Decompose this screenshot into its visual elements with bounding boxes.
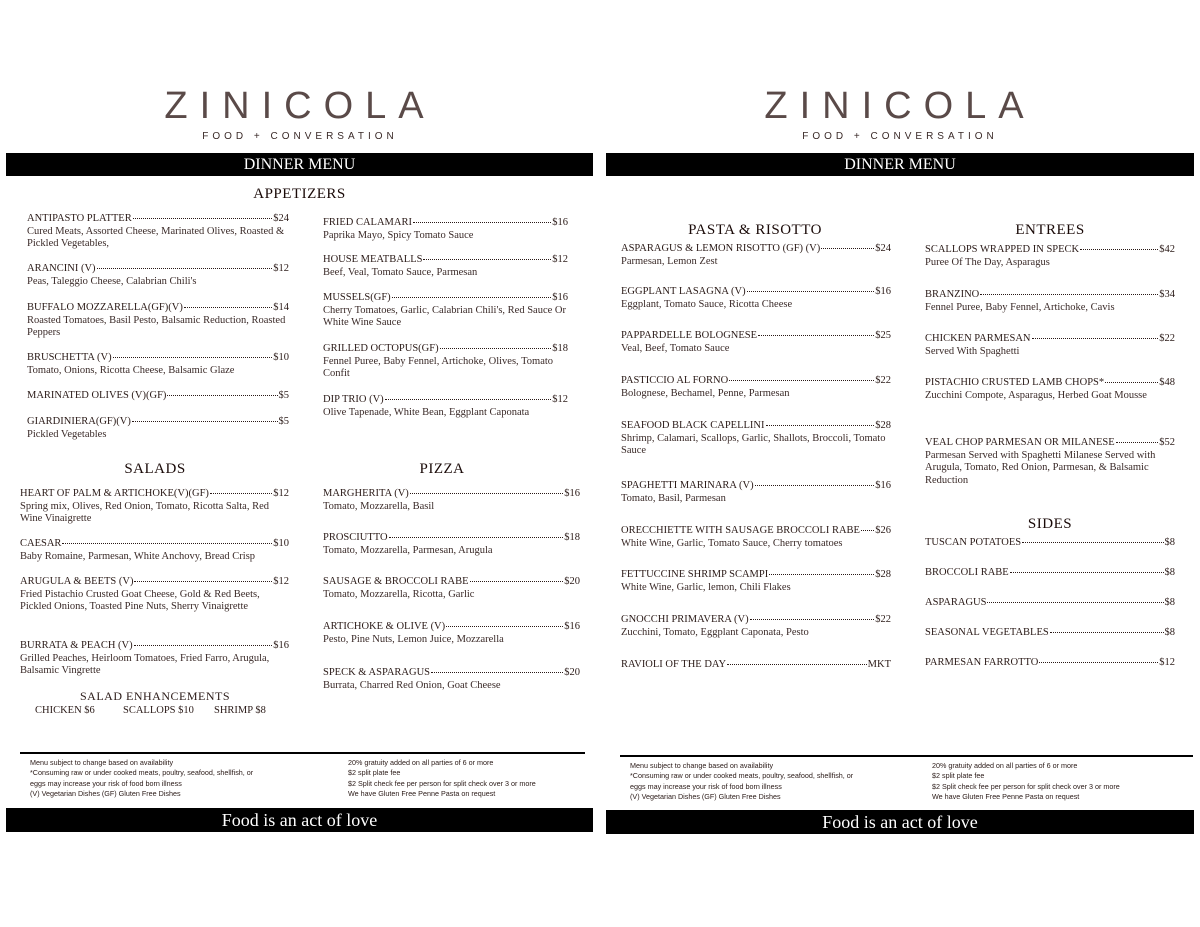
menu-item bbox=[925, 657, 1175, 670]
dot-leader bbox=[1022, 542, 1163, 543]
salad-enhancements-title: SALAD ENHANCEMENTS bbox=[80, 689, 230, 703]
menu-item-description: Beef, Veal, Tomato Sauce, Parmesan bbox=[323, 266, 478, 278]
note-line: $2 split plate fee bbox=[932, 771, 985, 781]
section-title-pasta-risotto: PASTA & RISOTTO bbox=[688, 222, 822, 238]
menu-item-name: EGGPLANT LASAGNA (V) bbox=[621, 286, 746, 297]
menu-item-description: Zucchini Compote, Asparagus, Herbed Goat Mousse bbox=[925, 389, 1147, 401]
dot-leader bbox=[1032, 338, 1159, 339]
notes-left bbox=[30, 758, 253, 800]
menu-item bbox=[621, 480, 891, 505]
menu-item-price: $28 bbox=[875, 569, 891, 580]
menu-item-price: $12 bbox=[552, 254, 568, 265]
menu-item-header bbox=[925, 597, 1175, 610]
menu-item-name: HEART OF PALM & ARTICHOKE(V)(GF) bbox=[20, 488, 209, 499]
menu-item-name: SEASONAL VEGETABLES bbox=[925, 627, 1049, 638]
menu-item bbox=[323, 254, 568, 279]
menu-item-price: $12 bbox=[273, 488, 289, 499]
notes-left bbox=[630, 761, 853, 803]
menu-item-description: Shrimp, Calamari, Scallops, Garlic, Shallots, Broccoli, Tomato Sauce bbox=[621, 432, 886, 456]
menu-item-header bbox=[20, 640, 289, 653]
menu-item-price: $42 bbox=[1159, 244, 1175, 255]
menu-item-header bbox=[27, 416, 289, 429]
dot-leader bbox=[766, 425, 875, 426]
menu-item bbox=[27, 213, 289, 251]
menu-item-price: $16 bbox=[552, 292, 568, 303]
menu-item-name: PROSCIUTTO bbox=[323, 532, 388, 543]
menu-item bbox=[621, 525, 891, 550]
enhancement-chicken: CHICKEN $6 bbox=[35, 705, 95, 716]
menu-item-name: MARINATED OLIVES (V)(GF) bbox=[27, 390, 167, 401]
menu-item-header bbox=[925, 537, 1175, 550]
menu-item bbox=[621, 659, 891, 672]
menu-item-name: SCALLOPS WRAPPED IN SPECK bbox=[925, 244, 1080, 255]
menu-item-price: $16 bbox=[273, 640, 289, 651]
menu-item bbox=[323, 292, 568, 330]
dot-leader bbox=[758, 335, 874, 336]
menu-title-bar: DINNER MENU bbox=[6, 153, 593, 176]
menu-item bbox=[621, 243, 891, 268]
menu-item-description: Fennel Puree, Baby Fennel, Artichoke, Cavis bbox=[925, 301, 1115, 313]
menu-item-price: $5 bbox=[278, 416, 289, 427]
menu-item-description: Tomato, Mozzarella, Ricotta, Garlic bbox=[323, 588, 475, 600]
note-line: eggs may increase your risk of food born illness bbox=[630, 781, 782, 791]
menu-item bbox=[27, 263, 289, 288]
menu-item-name: ARUGULA & BEETS (V) bbox=[20, 576, 134, 587]
menu-item-description: Tomato, Basil, Parmesan bbox=[621, 492, 726, 504]
menu-item-price: $16 bbox=[875, 480, 891, 491]
dot-leader bbox=[1080, 249, 1158, 250]
dot-leader bbox=[431, 672, 563, 673]
menu-item-name: MUSSELS(GF) bbox=[323, 292, 391, 303]
menu-item-description: Fennel Puree, Baby Fennel, Artichoke, Olives, Tomato Confit bbox=[323, 355, 554, 379]
dot-leader bbox=[987, 602, 1163, 603]
menu-item-price: $20 bbox=[564, 576, 580, 587]
dot-leader bbox=[392, 297, 552, 298]
menu-item-header bbox=[925, 627, 1175, 640]
menu-item-header bbox=[323, 292, 568, 305]
menu-item bbox=[323, 217, 568, 242]
menu-item bbox=[323, 576, 580, 601]
dot-leader bbox=[167, 395, 277, 396]
dot-leader bbox=[134, 581, 272, 582]
menu-item-description: Parmesan, Lemon Zest bbox=[621, 255, 718, 267]
dot-leader bbox=[132, 421, 278, 422]
menu-item-name: ORECCHIETTE WITH SAUSAGE BROCCOLI RABE bbox=[621, 525, 860, 536]
menu-item-header bbox=[27, 263, 289, 276]
menu-item bbox=[20, 576, 289, 614]
menu-item-name: FETTUCCINE SHRIMP SCAMPI bbox=[621, 569, 769, 580]
menu-item-header bbox=[621, 569, 891, 582]
menu-item-header bbox=[323, 217, 568, 230]
menu-item-name: BURRATA & PEACH (V) bbox=[20, 640, 133, 651]
note-line: (V) Vegetarian Dishes (GF) Gluten Free Dishes bbox=[630, 792, 781, 802]
dot-leader bbox=[440, 348, 552, 349]
menu-item-name: ARTICHOKE & OLIVE (V) bbox=[323, 621, 446, 632]
menu-item-description: Parmesan Served with Spaghetti Milanese Served with Arugula, Tomato, Red Onion, Parmesan, & Balsamic Reduction bbox=[925, 449, 1156, 486]
menu-item bbox=[925, 597, 1175, 610]
dot-leader bbox=[1050, 632, 1164, 633]
menu-item-header bbox=[621, 525, 891, 538]
menu-item-description: Zucchini, Tomato, Eggplant Caponata, Pesto bbox=[621, 626, 809, 638]
menu-item-header bbox=[925, 657, 1175, 670]
menu-item-price: $12 bbox=[552, 394, 568, 405]
menu-item-price: $10 bbox=[273, 352, 289, 363]
menu-item-name: PAPPARDELLE BOLOGNESE bbox=[621, 330, 758, 341]
menu-item-name: BROCCOLI RABE bbox=[925, 567, 1009, 578]
menu-item-price: $16 bbox=[564, 621, 580, 632]
note-line: $2 Split check fee per person for split check over 3 or more bbox=[348, 778, 536, 788]
menu-item bbox=[621, 330, 891, 355]
menu-item-price: $16 bbox=[552, 217, 568, 228]
menu-item-name: GRILLED OCTOPUS(GF) bbox=[323, 343, 439, 354]
note-line: We have Gluten Free Penne Pasta on request bbox=[348, 789, 496, 799]
menu-item bbox=[925, 437, 1175, 487]
footer-rule bbox=[620, 755, 1193, 757]
menu-item-header bbox=[621, 420, 891, 433]
menu-item-price: $28 bbox=[875, 420, 891, 431]
dot-leader bbox=[113, 357, 273, 358]
dot-leader bbox=[1010, 572, 1164, 573]
note-line: 20% gratuity added on all parties of 6 or more bbox=[348, 758, 494, 767]
dot-leader bbox=[769, 574, 874, 575]
menu-item-price: $16 bbox=[875, 286, 891, 297]
menu-item-description: White Wine, Garlic, Tomato Sauce, Cherry tomatoes bbox=[621, 537, 843, 549]
menu-item bbox=[621, 569, 891, 594]
menu-item-header bbox=[925, 333, 1175, 346]
menu-item bbox=[323, 667, 580, 692]
menu-item-name: ARANCINI (V) bbox=[27, 263, 96, 274]
dot-leader bbox=[821, 248, 874, 249]
menu-item-header bbox=[621, 375, 891, 388]
section-title-entrees: ENTREES bbox=[1015, 222, 1085, 238]
menu-item-header bbox=[20, 538, 289, 551]
menu-item-header bbox=[323, 254, 568, 267]
menu-item bbox=[925, 537, 1175, 550]
menu-item-description: Cherry Tomatoes, Garlic, Calabrian Chili's, Red Sauce Or White Wine Sauce bbox=[323, 304, 566, 328]
section-title-pizza: PIZZA bbox=[419, 461, 465, 477]
dot-leader bbox=[210, 493, 272, 494]
menu-item-price: $18 bbox=[552, 343, 568, 354]
menu-item-description: Pickled Vegetables bbox=[27, 428, 107, 440]
menu-item-name: BUFFALO MOZZARELLA(GF)(V) bbox=[27, 302, 183, 313]
menu-item bbox=[323, 488, 580, 513]
menu-item-header bbox=[20, 488, 289, 501]
menu-item bbox=[925, 627, 1175, 640]
menu-item-description: White Wine, Garlic, lemon, Chili Flakes bbox=[621, 581, 791, 593]
note-line: *Consuming raw or under cooked meats, poultry, seafood, shellfish, or bbox=[630, 771, 854, 781]
menu-item-name: VEAL CHOP PARMESAN OR MILANESE bbox=[925, 437, 1115, 448]
menu-item-description: Eggplant, Tomato Sauce, Ricotta Cheese bbox=[621, 298, 793, 310]
menu-item bbox=[27, 302, 289, 340]
menu-item-description: Grilled Peaches, Heirloom Tomatoes, Fried Farro, Arugula, Balsamic Vingrette bbox=[20, 652, 270, 676]
menu-item-header bbox=[925, 244, 1175, 257]
menu-item-price: $8 bbox=[1164, 537, 1175, 548]
menu-item bbox=[925, 333, 1175, 358]
menu-item-name: GNOCCHI PRIMAVERA (V) bbox=[621, 614, 749, 625]
menu-item bbox=[925, 567, 1175, 580]
menu-item-header bbox=[27, 352, 289, 365]
dot-leader bbox=[410, 493, 563, 494]
brand-tagline: FOOD + CONVERSATION bbox=[202, 131, 398, 142]
note-line: (V) Vegetarian Dishes (GF) Gluten Free Dishes bbox=[30, 789, 181, 799]
menu-item-header bbox=[27, 213, 289, 226]
dot-leader bbox=[184, 307, 272, 308]
menu-item-name: SAUSAGE & BROCCOLI RABE bbox=[323, 576, 469, 587]
menu-item-description: Baby Romaine, Parmesan, White Anchovy, Bread Crisp bbox=[20, 550, 256, 562]
menu-item-price: $25 bbox=[875, 330, 891, 341]
menu-item bbox=[925, 289, 1175, 314]
menu-item bbox=[20, 640, 289, 678]
menu-item-description: Served With Spaghetti bbox=[925, 345, 1020, 357]
dot-leader bbox=[133, 218, 273, 219]
menu-item-header bbox=[621, 330, 891, 343]
menu-item-name: ANTIPASTO PLATTER bbox=[27, 213, 132, 224]
menu-item-name: SPAGHETTI MARINARA (V) bbox=[621, 480, 754, 491]
menu-item-header bbox=[621, 614, 891, 627]
dot-leader bbox=[729, 380, 874, 381]
menu-item-price: $26 bbox=[875, 525, 891, 536]
menu-item-name: GIARDINIERA(GF)(V) bbox=[27, 416, 131, 427]
menu-item-name: CAESAR bbox=[20, 538, 62, 549]
menu-item-description: Pesto, Pine Nuts, Lemon Juice, Mozzarella bbox=[323, 633, 504, 645]
menu-item-header bbox=[323, 667, 580, 680]
menu-item-description: Roasted Tomatoes, Basil Pesto, Balsamic Reduction, Roasted Peppers bbox=[27, 314, 286, 338]
note-line: $2 Split check fee per person for split check over 3 or more bbox=[932, 781, 1120, 791]
menu-item-name: PARMESAN FARROTTO bbox=[925, 657, 1039, 668]
menu-page-right bbox=[600, 0, 1200, 927]
dot-leader bbox=[470, 581, 564, 582]
menu-item bbox=[323, 394, 568, 419]
menu-item-description: Spring mix, Olives, Red Onion, Tomato, Ricotta Salta, Red Wine Vinaigrette bbox=[20, 500, 270, 524]
menu-item-description: Tomato, Mozzarella, Basil bbox=[323, 500, 435, 512]
menu-item-name: MARGHERITA (V) bbox=[323, 488, 409, 499]
menu-item-header bbox=[621, 286, 891, 299]
menu-item-header bbox=[323, 343, 568, 356]
note-line: $2 split plate fee bbox=[348, 768, 401, 778]
section-title-sides: SIDES bbox=[1027, 516, 1073, 532]
menu-item-price: $24 bbox=[875, 243, 891, 254]
menu-item-price: $22 bbox=[875, 614, 891, 625]
note-line: Menu subject to change based on availability bbox=[30, 758, 174, 767]
menu-item-price: $22 bbox=[875, 375, 891, 386]
menu-item-price: MKT bbox=[867, 659, 891, 670]
menu-item-header bbox=[323, 532, 580, 545]
menu-item-header bbox=[621, 659, 891, 672]
menu-item-name: HOUSE MEATBALLS bbox=[323, 254, 423, 265]
menu-item bbox=[925, 377, 1175, 402]
footer-rule bbox=[20, 752, 585, 754]
enhancement-shrimp: SHRIMP $8 bbox=[214, 705, 266, 716]
menu-item-description: Fried Pistachio Crusted Goat Cheese, Gold & Red Beets, Pickled Onions, Toasted Pine Nuts, Sherry Vinaigrette bbox=[20, 588, 260, 612]
section-title-salads: SALADS bbox=[124, 461, 186, 477]
menu-item-price: $20 bbox=[564, 667, 580, 678]
menu-item-price: $22 bbox=[1159, 333, 1175, 344]
menu-item-price: $16 bbox=[564, 488, 580, 499]
menu-item-name: BRANZINO bbox=[925, 289, 980, 300]
note-line: Menu subject to change based on availability bbox=[630, 761, 774, 770]
menu-item-description: Puree Of The Day, Asparagus bbox=[925, 256, 1050, 268]
brand-logo: ZINICOLA bbox=[764, 85, 1036, 127]
note-line: *Consuming raw or under cooked meats, poultry, seafood, shellfish, or bbox=[30, 768, 254, 778]
menu-item-description: Paprika Mayo, Spicy Tomato Sauce bbox=[323, 229, 474, 241]
menu-item-price: $18 bbox=[564, 532, 580, 543]
menu-item-header bbox=[27, 390, 289, 403]
menu-item-header bbox=[925, 437, 1175, 450]
menu-item-name: DIP TRIO (V) bbox=[323, 394, 384, 405]
menu-item-description: Peas, Taleggio Cheese, Calabrian Chili's bbox=[27, 275, 197, 287]
menu-item-price: $10 bbox=[273, 538, 289, 549]
dot-leader bbox=[446, 626, 563, 627]
menu-item-name: SPECK & ASPARAGUS bbox=[323, 667, 430, 678]
menu-item-header bbox=[27, 302, 289, 315]
brand-tagline: FOOD + CONVERSATION bbox=[802, 131, 998, 142]
menu-item-price: $14 bbox=[273, 302, 289, 313]
menu-item-price: $12 bbox=[1159, 657, 1175, 668]
dot-leader bbox=[747, 291, 875, 292]
dot-leader bbox=[413, 222, 551, 223]
notes-right bbox=[348, 758, 536, 800]
menu-item bbox=[20, 488, 289, 526]
menu-item-price: $5 bbox=[278, 390, 289, 401]
menu-title-bar: DINNER MENU bbox=[606, 153, 1194, 176]
menu-item-description: Cured Meats, Assorted Cheese, Marinated Olives, Roasted & Pickled Vegetables, bbox=[27, 225, 285, 249]
dot-leader bbox=[980, 294, 1158, 295]
menu-item-description: Burrata, Charred Red Onion, Goat Cheese bbox=[323, 679, 501, 691]
enhancement-scallops: SCALLOPS $10 bbox=[123, 705, 194, 716]
menu-item-description: Tomato, Onions, Ricotta Cheese, Balsamic Glaze bbox=[27, 364, 235, 376]
menu-item bbox=[925, 244, 1175, 269]
menu-item-name: RAVIOLI OF THE DAY bbox=[621, 659, 727, 670]
menu-item-price: $48 bbox=[1159, 377, 1175, 388]
menu-item-header bbox=[20, 576, 289, 589]
menu-item bbox=[27, 416, 289, 441]
notes-right bbox=[932, 761, 1120, 803]
menu-item-price: $8 bbox=[1164, 627, 1175, 638]
dot-leader bbox=[423, 259, 551, 260]
menu-item-header bbox=[925, 567, 1175, 580]
menu-item-description: Veal, Beef, Tomato Sauce bbox=[621, 342, 730, 354]
dot-leader bbox=[389, 537, 564, 538]
footer-slogan-bar: Food is an act of love bbox=[6, 808, 593, 832]
menu-item-description: Tomato, Mozzarella, Parmesan, Arugula bbox=[323, 544, 493, 556]
menu-item bbox=[621, 614, 891, 639]
brand-logo: ZINICOLA bbox=[164, 85, 436, 127]
menu-item-header bbox=[621, 243, 891, 256]
menu-item-price: $12 bbox=[273, 576, 289, 587]
menu-item bbox=[621, 420, 891, 458]
menu-item-header bbox=[621, 480, 891, 493]
menu-item bbox=[323, 343, 568, 381]
menu-item bbox=[621, 286, 891, 311]
menu-item-price: $8 bbox=[1164, 567, 1175, 578]
menu-item-name: TUSCAN POTATOES bbox=[925, 537, 1022, 548]
dot-leader bbox=[385, 399, 552, 400]
menu-item-header bbox=[323, 576, 580, 589]
menu-item-name: ASPARAGUS bbox=[925, 597, 987, 608]
menu-item-description: Bolognese, Bechamel, Penne, Parmesan bbox=[621, 387, 790, 399]
note-line: 20% gratuity added on all parties of 6 or more bbox=[932, 761, 1078, 770]
menu-item-description: Olive Tapenade, White Bean, Eggplant Caponata bbox=[323, 406, 530, 418]
dot-leader bbox=[861, 530, 874, 531]
footer-slogan-bar: Food is an act of love bbox=[606, 810, 1194, 834]
menu-item-header bbox=[925, 289, 1175, 302]
dot-leader bbox=[755, 485, 875, 486]
section-title-appetizers: APPETIZERS bbox=[253, 186, 346, 202]
menu-item-name: PISTACHIO CRUSTED LAMB CHOPS* bbox=[925, 377, 1105, 388]
dot-leader bbox=[62, 543, 272, 544]
menu-item-price: $12 bbox=[273, 263, 289, 274]
menu-item bbox=[20, 538, 289, 563]
dot-leader bbox=[97, 268, 273, 269]
menu-item bbox=[323, 621, 580, 646]
menu-item bbox=[27, 390, 289, 403]
note-line: eggs may increase your risk of food born illness bbox=[30, 778, 182, 788]
menu-item-price: $52 bbox=[1159, 437, 1175, 448]
menu-item-header bbox=[323, 621, 580, 634]
menu-item-header bbox=[925, 377, 1175, 390]
dot-leader bbox=[1039, 662, 1158, 663]
menu-item-name: BRUSCHETTA (V) bbox=[27, 352, 112, 363]
menu-item-header bbox=[323, 488, 580, 501]
menu-item-name: PASTICCIO AL FORNO bbox=[621, 375, 729, 386]
menu-item-name: CHICKEN PARMESAN bbox=[925, 333, 1031, 344]
dot-leader bbox=[134, 645, 273, 646]
menu-item-name: SEAFOOD BLACK CAPELLINI bbox=[621, 420, 765, 431]
menu-item bbox=[323, 532, 580, 557]
dot-leader bbox=[750, 619, 875, 620]
menu-item bbox=[621, 375, 891, 400]
dot-leader bbox=[1116, 442, 1159, 443]
note-line: We have Gluten Free Penne Pasta on request bbox=[932, 792, 1080, 802]
dot-leader bbox=[727, 664, 867, 665]
menu-item-name: ASPARAGUS & LEMON RISOTTO (GF) (V) bbox=[621, 243, 821, 254]
menu-item bbox=[27, 352, 289, 377]
menu-item-price: $24 bbox=[273, 213, 289, 224]
menu-item-name: FRIED CALAMARI bbox=[323, 217, 412, 228]
menu-item-header bbox=[323, 394, 568, 407]
dot-leader bbox=[1105, 382, 1158, 383]
menu-item-price: $8 bbox=[1164, 597, 1175, 608]
menu-item-price: $34 bbox=[1159, 289, 1175, 300]
